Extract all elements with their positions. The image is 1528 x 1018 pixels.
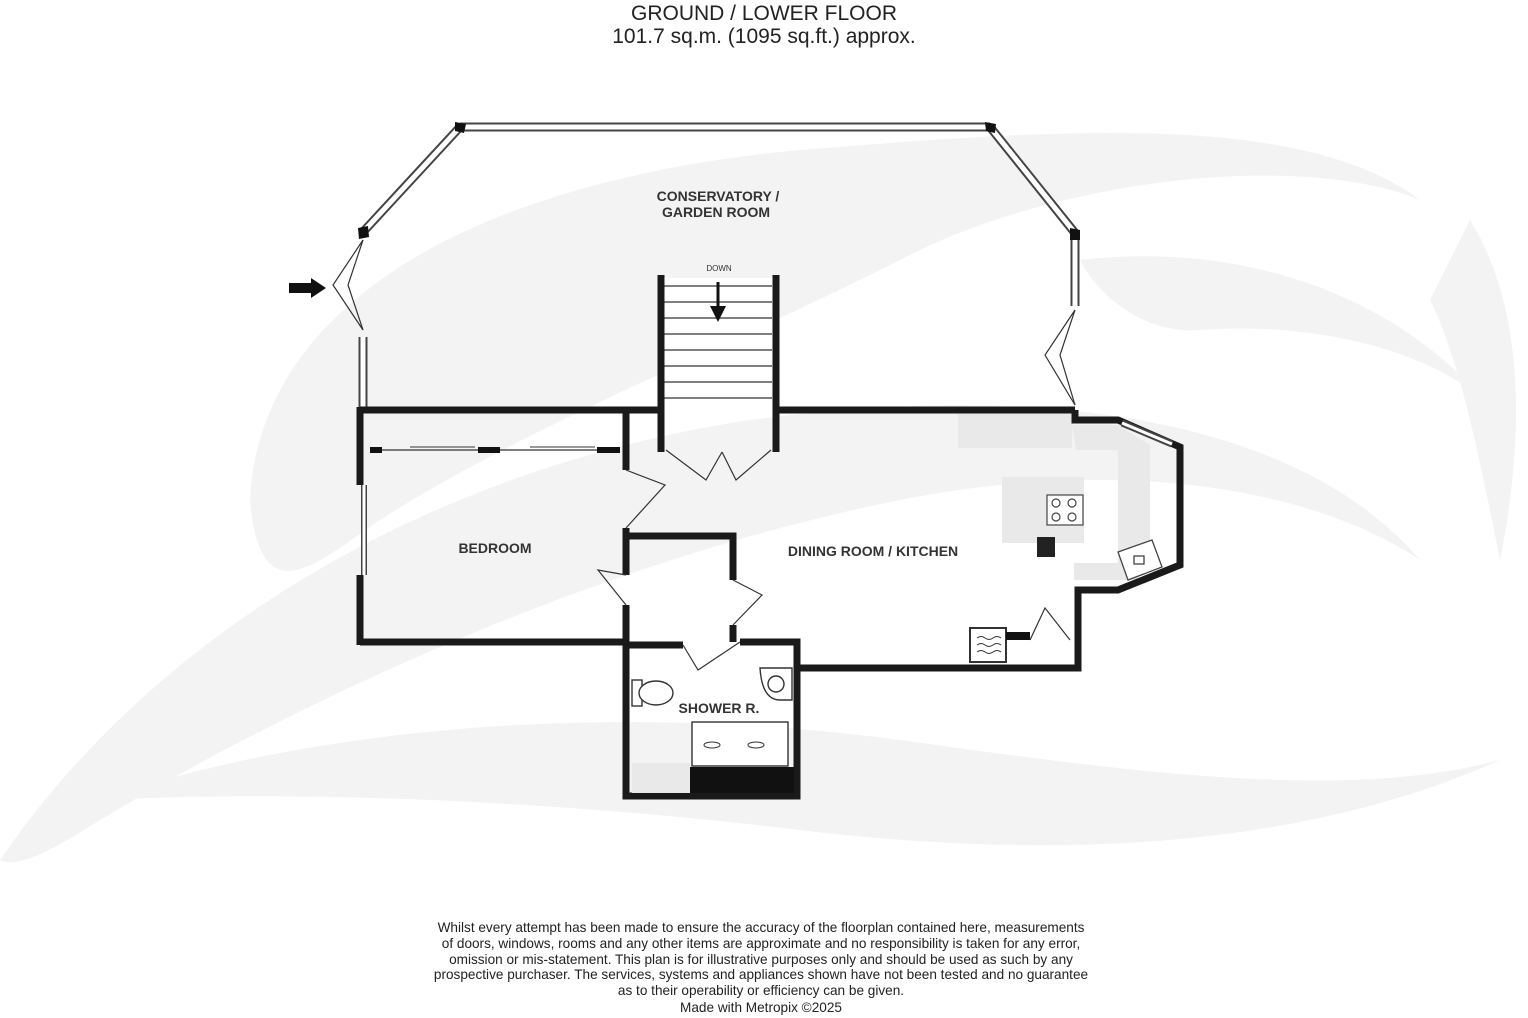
room-label-dining-kitchen: DINING ROOM / KITCHEN [787,543,959,559]
hob-icon [1047,495,1083,525]
room-label-shower: SHOWER R. [678,700,760,716]
floor-title: GROUND / LOWER FLOOR [630,2,898,25]
disclaimer-line: Whilst every attempt has been made to ensure the accuracy of the floorplan contained here, measurements [437,920,1085,935]
washbasin-icon [760,668,792,700]
entrance-arrow-icon [289,278,326,298]
room-label-conservatory: CONSERVATORY / [656,188,780,204]
room-label-garden-room: GARDEN ROOM [661,204,771,220]
boiler-icon [970,628,1006,662]
floor-area: 101.7 sq.m. (1095 sq.ft.) approx. [612,25,916,48]
conservatory-side-door [1045,310,1075,405]
stairs-label: DOWN [706,264,732,273]
disclaimer-line: as to their operability or efficiency can be given. [617,983,905,999]
disclaimer-line: of doors, windows, rooms and any other items are approximate and no responsibility is taken for any error, [441,935,1081,951]
disclaimer [414,920,1108,999]
disclaimer-line: omission or mis-statement. This plan is for illustrative purposes only and should be used as such by any [449,951,1073,967]
toilet-icon [632,680,673,706]
kitchen-door-jamb [1006,632,1030,640]
credit: Made with Metropix ©2025 [680,1000,842,1015]
disclaimer-line: prospective purchaser. The services, systems and appliances shown have not been tested and no guarantee [433,967,1089,983]
shower-tray [692,722,788,766]
room-label-bedroom: BEDROOM [458,540,532,556]
kitchen-island-stool [1037,537,1055,557]
